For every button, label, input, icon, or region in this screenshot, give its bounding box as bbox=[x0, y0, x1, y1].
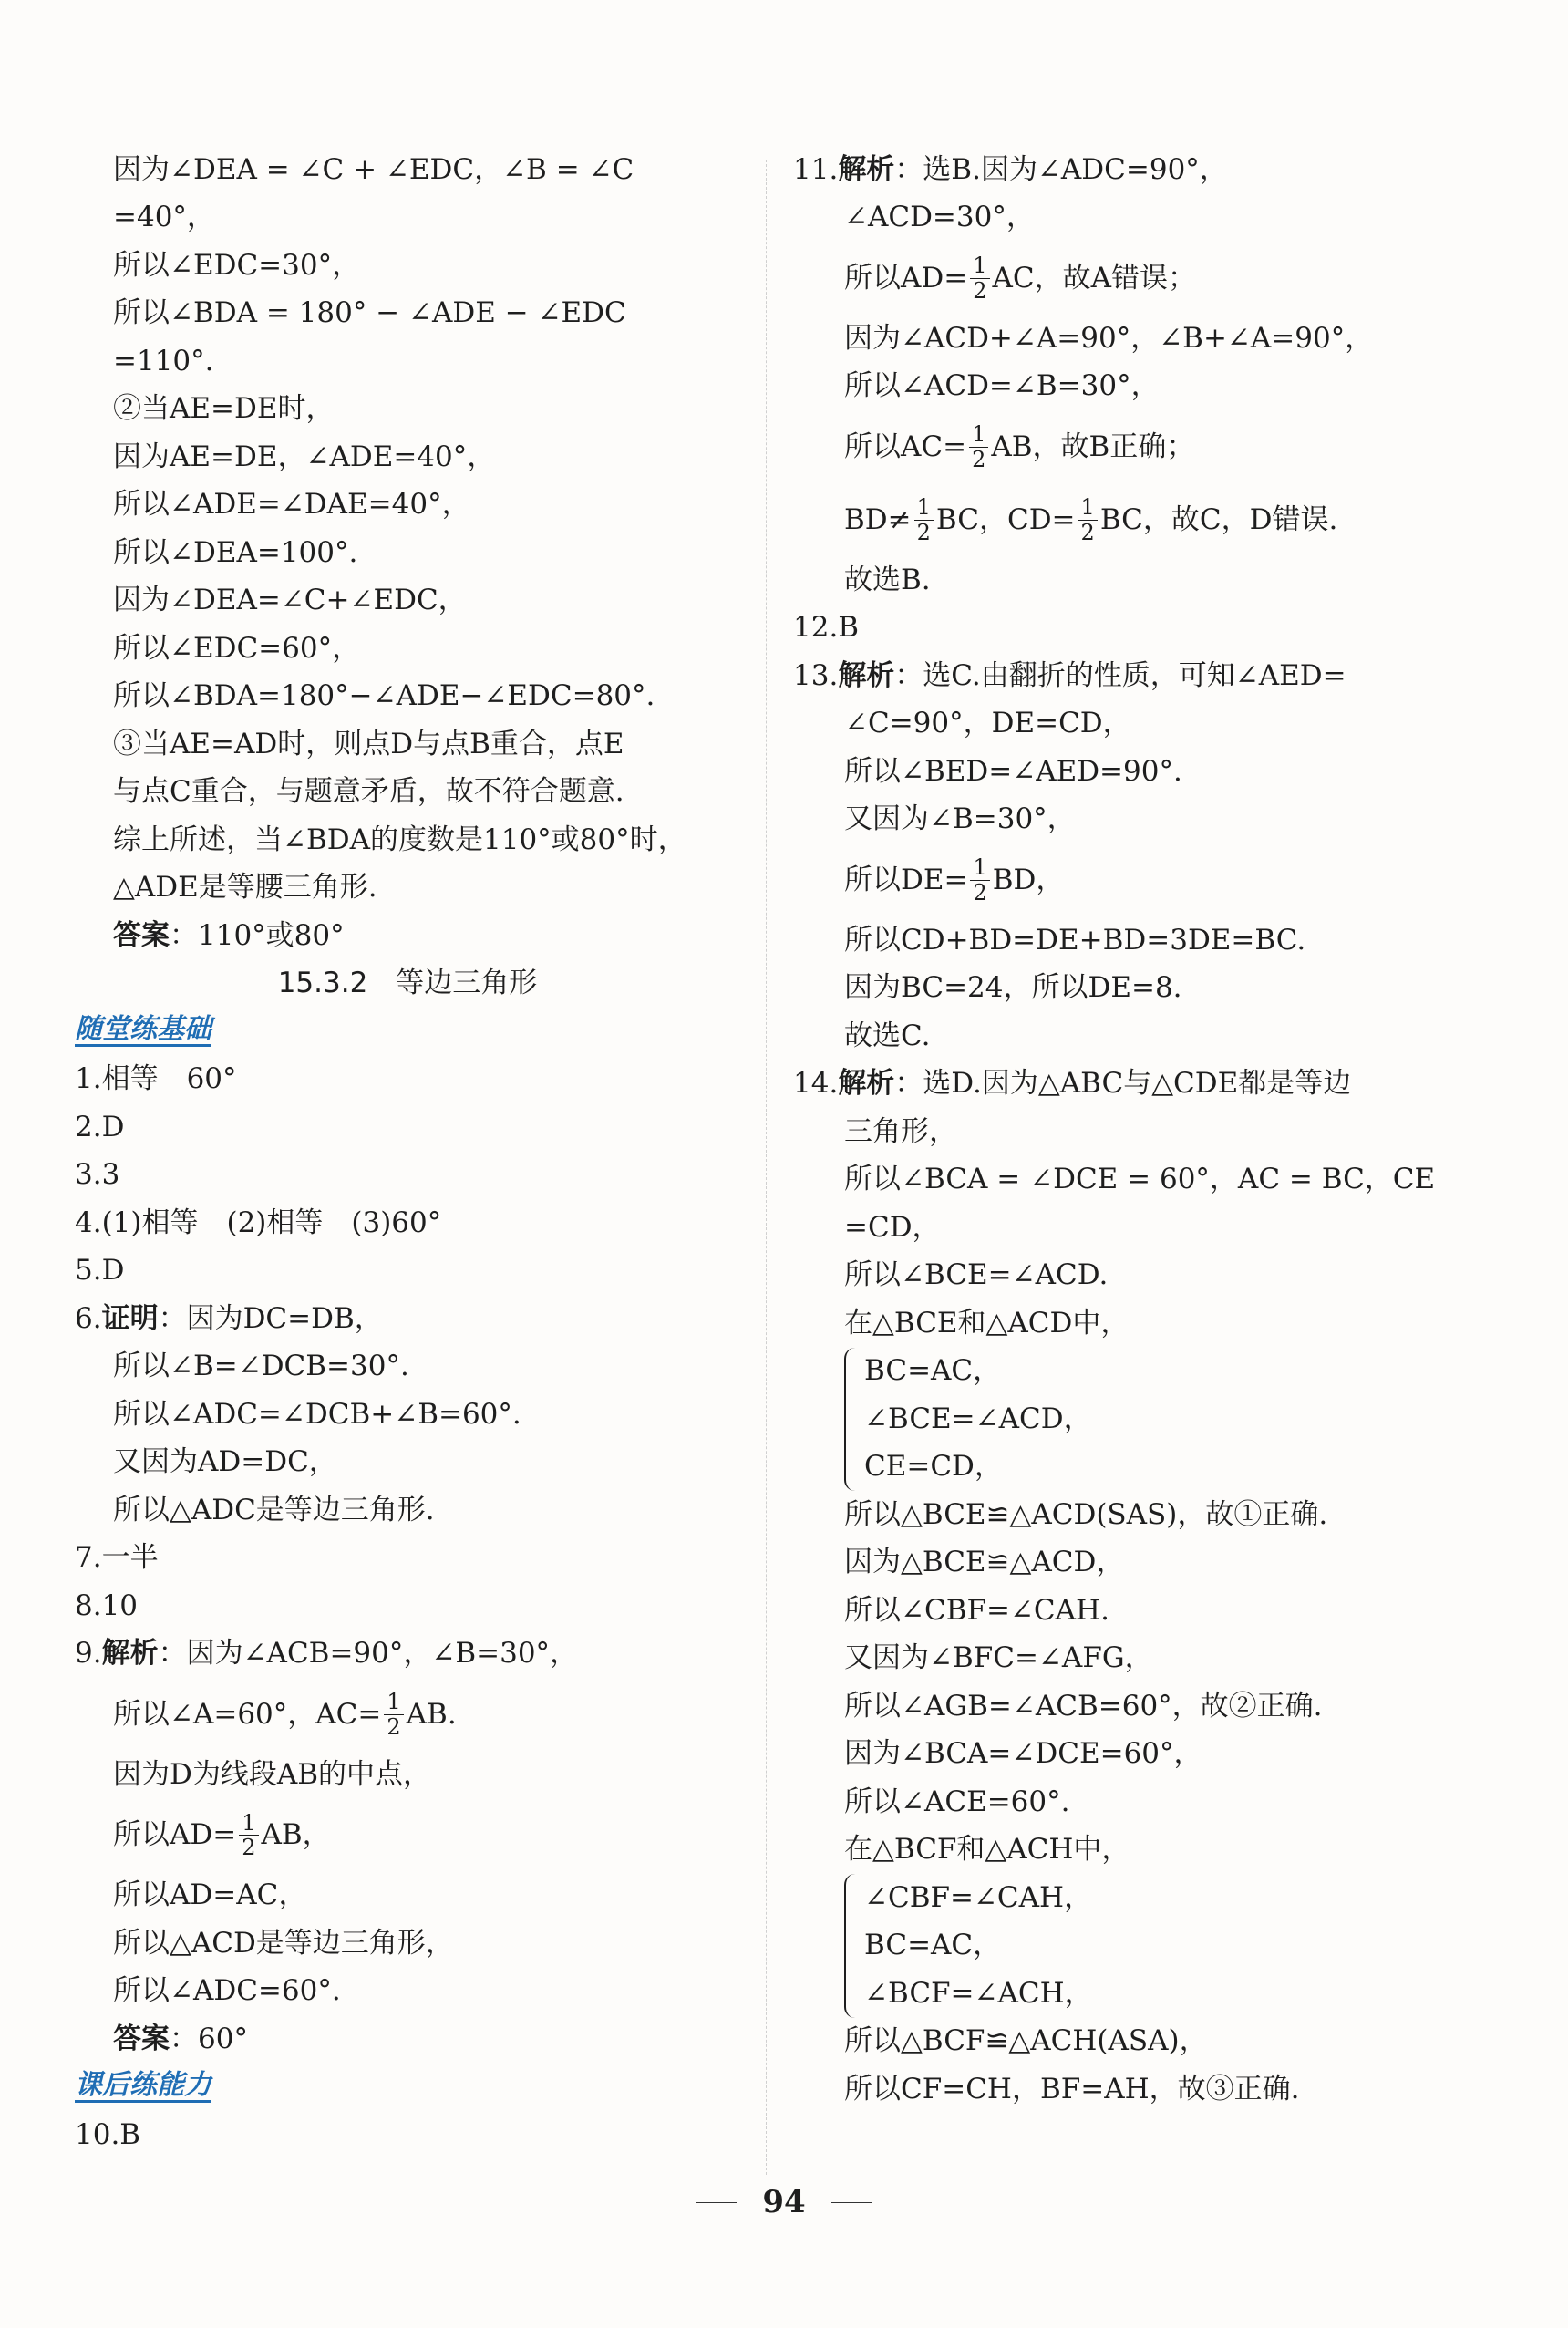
text-line: △ADE是等腰三角形. bbox=[113, 871, 377, 905]
list-item: 11. 解析 ：选B.因为∠ADC=90°， bbox=[793, 152, 1228, 186]
fraction: $\frac{1}{2}$ bbox=[239, 1811, 258, 1860]
text-line: 所以∠BED=∠AED=90°. bbox=[844, 754, 1182, 788]
list-item: 6. 证明 ：因为DC=DB， bbox=[75, 1301, 383, 1335]
text-line: 在△BCF和△ACH中， bbox=[844, 1833, 1130, 1867]
text-line: 所以∠EDC=60°， bbox=[113, 631, 361, 665]
text-line: 所以∠BCE=∠ACD. bbox=[844, 1258, 1109, 1292]
text-line: 所以AD= $\frac{1}{2}$ AB， bbox=[113, 1809, 331, 1860]
text-line: 所以∠BCA = ∠DCE = 60°，AC = BC，CE bbox=[844, 1163, 1436, 1196]
text-line: 所以△ACD是等边三角形， bbox=[113, 1926, 454, 1960]
text-line: 所以△BCE≌△ACD(SAS)，故①正确. bbox=[844, 1497, 1328, 1531]
list-item: 3.3 bbox=[75, 1158, 120, 1192]
list-item: 14. 解析 ：选D.因为△ABC与△CDE都是等边 bbox=[793, 1067, 1352, 1101]
fraction: 1 2 bbox=[914, 495, 934, 544]
section-heading-advanced: 课后练能力 bbox=[75, 2068, 211, 2101]
column-divider bbox=[766, 160, 767, 2175]
text-line: 所以AC= $\frac{1}{2}$ AB，故B正确； bbox=[844, 421, 1195, 472]
text-line: 所以CD+BD=DE+BD=3DE=BC. bbox=[844, 923, 1306, 957]
fraction: $\frac{1}{2}$ bbox=[1078, 495, 1098, 544]
text-line: ∠BCE=∠ACD， bbox=[864, 1402, 1092, 1435]
equation-system bbox=[793, 1348, 1468, 1492]
brace-symbol bbox=[844, 1348, 859, 1492]
list-item: 5.D bbox=[75, 1254, 125, 1288]
answer-label: 答案 bbox=[113, 2022, 170, 2055]
text-line: 故选C. bbox=[844, 1019, 931, 1052]
text-line: 所以∠BDA = 180° − ∠ADE − ∠EDC bbox=[113, 296, 626, 330]
text-line: 因为∠DEA = ∠C + ∠EDC，∠B = ∠C bbox=[113, 152, 634, 186]
list-item: 2.D bbox=[75, 1110, 125, 1143]
text-line: =40°， bbox=[113, 201, 215, 234]
text-line: 所以∠EDC=30°， bbox=[113, 248, 361, 282]
list-item: 1.相等 60° bbox=[75, 1062, 237, 1096]
text-line: 在△BCE和△ACD中， bbox=[844, 1306, 1130, 1340]
text-line: 所以∠BDA=180°−∠ADE−∠EDC=80°. bbox=[113, 679, 655, 713]
list-item: 13. 解析 ：选C.由翻折的性质，可知∠AED= bbox=[793, 658, 1346, 692]
text-line: 因为D为线段AB的中点， bbox=[113, 1757, 432, 1791]
text-line: 所以△BCF≌△ACH(ASA)， bbox=[844, 2024, 1208, 2058]
text-line: 因为AE=DE，∠ADE=40°， bbox=[113, 440, 496, 473]
text-line: 所以∠A=60°，AC= $\frac{1}{2}$ AB. bbox=[113, 1689, 457, 1740]
text-line: ③当AE=AD时，则点D与点B重合，点E bbox=[113, 727, 624, 760]
text-line: 所以CF=CH，BF=AH，故③正确. bbox=[844, 2072, 1300, 2106]
text-line: 因为∠BCA=∠DCE=60°， bbox=[844, 1737, 1202, 1771]
text-line: 与点C重合，与题意矛盾，故不符合题意. bbox=[113, 775, 624, 809]
text-line: 因为△BCE≌△ACD， bbox=[844, 1546, 1125, 1579]
text-line: 因为∠DEA=∠C+∠EDC， bbox=[113, 584, 467, 617]
footer-rule-right bbox=[831, 2202, 872, 2203]
section-heading-basic: 随堂练基础 bbox=[75, 1013, 211, 1046]
text-line: 所以DE= $\frac{1}{2}$ BD， bbox=[844, 854, 1065, 905]
text-line: 综上所述，当∠BDA的度数是110°或80°时， bbox=[113, 823, 686, 856]
text-line: 所以∠ADC=60°. bbox=[113, 1974, 341, 2008]
section-title: 15.3.2 等边三角形 bbox=[277, 967, 538, 1000]
list-item: 9. 解析 ：因为∠ACB=90°，∠B=30°， bbox=[75, 1637, 579, 1671]
text-line: 所以∠DEA=100°. bbox=[113, 535, 358, 569]
text-line: ②当AE=DE时， bbox=[113, 392, 335, 426]
page-footer bbox=[0, 2175, 1568, 2230]
fraction: $\frac{1}{2}$ bbox=[970, 253, 989, 303]
text-line: BD≠ 1 2 BC，CD= $\frac{1}{2}$ BC，故C，D错误. bbox=[844, 494, 1338, 545]
text-line: 因为∠ACD+∠A=90°，∠B+∠A=90°， bbox=[844, 321, 1374, 355]
text-line: 所以△ADC是等边三角形. bbox=[113, 1493, 435, 1526]
text-line: 又因为∠BFC=∠AFG， bbox=[844, 1641, 1153, 1675]
text-line: 所以∠ADE=∠DAE=40°， bbox=[113, 488, 470, 522]
text-line: 三角形， bbox=[844, 1114, 957, 1148]
text-line: 又因为AD=DC， bbox=[113, 1445, 337, 1479]
left-column bbox=[75, 146, 740, 2159]
text-line: ∠CBF=∠CAH， bbox=[864, 1880, 1093, 1914]
list-item: 12.B bbox=[793, 611, 860, 645]
text-line: BC=AC， bbox=[864, 1929, 1002, 1962]
list-item: 8.10 bbox=[75, 1588, 139, 1622]
answer-line: 答案 ：60° bbox=[113, 2022, 248, 2055]
text-line: 因为BC=24，所以DE=8. bbox=[844, 971, 1182, 1005]
list-item: 10.B bbox=[75, 2117, 141, 2151]
text-line: =CD， bbox=[844, 1210, 941, 1244]
fraction: $\frac{1}{2}$ bbox=[384, 1690, 403, 1739]
footer-rule-left bbox=[696, 2202, 737, 2203]
text-line: 所以∠ADC=∠DCB+∠B=60°. bbox=[113, 1397, 521, 1431]
equation-system bbox=[793, 1874, 1468, 2018]
text-line: 又因为∠B=30°， bbox=[844, 802, 1076, 836]
text-line: 故选B. bbox=[844, 563, 931, 596]
text-line: 所以∠CBF=∠CAH. bbox=[844, 1593, 1109, 1627]
text-line: ∠ACD=30°， bbox=[844, 201, 1035, 234]
list-item: 7.一半 bbox=[75, 1541, 159, 1575]
fraction: $\frac{1}{2}$ bbox=[969, 422, 988, 471]
list-item: 4.(1)相等 (2)相等 (3)60° bbox=[75, 1205, 442, 1239]
text-line: 所以∠B=∠DCB=30°. bbox=[113, 1350, 409, 1383]
right-column bbox=[793, 146, 1468, 2114]
text-line: =110°. bbox=[113, 344, 214, 378]
text-line: CE=CD， bbox=[864, 1450, 1003, 1484]
text-line: 所以∠AGB=∠ACB=60°，故②正确. bbox=[844, 1689, 1323, 1723]
answer-line: 答案 ：110°或80° bbox=[113, 918, 345, 952]
text-line: 所以AD=AC， bbox=[113, 1878, 307, 1912]
text-line: 所以AD= $\frac{1}{2}$ AC，故A错误； bbox=[844, 253, 1196, 304]
text-line: 所以∠ACE=60°. bbox=[844, 1785, 1070, 1818]
page-number: 94 bbox=[762, 2184, 806, 2220]
text-line: ∠C=90°，DE=CD， bbox=[844, 707, 1131, 740]
text-line: ∠BCF=∠ACH， bbox=[864, 1976, 1093, 2010]
brace-symbol bbox=[844, 1874, 859, 2018]
text-line: 所以∠ACD=∠B=30°， bbox=[844, 369, 1160, 403]
text-line: BC=AC， bbox=[864, 1354, 1002, 1388]
answer-label: 答案 bbox=[113, 918, 170, 952]
fraction: $\frac{1}{2}$ bbox=[970, 855, 989, 905]
